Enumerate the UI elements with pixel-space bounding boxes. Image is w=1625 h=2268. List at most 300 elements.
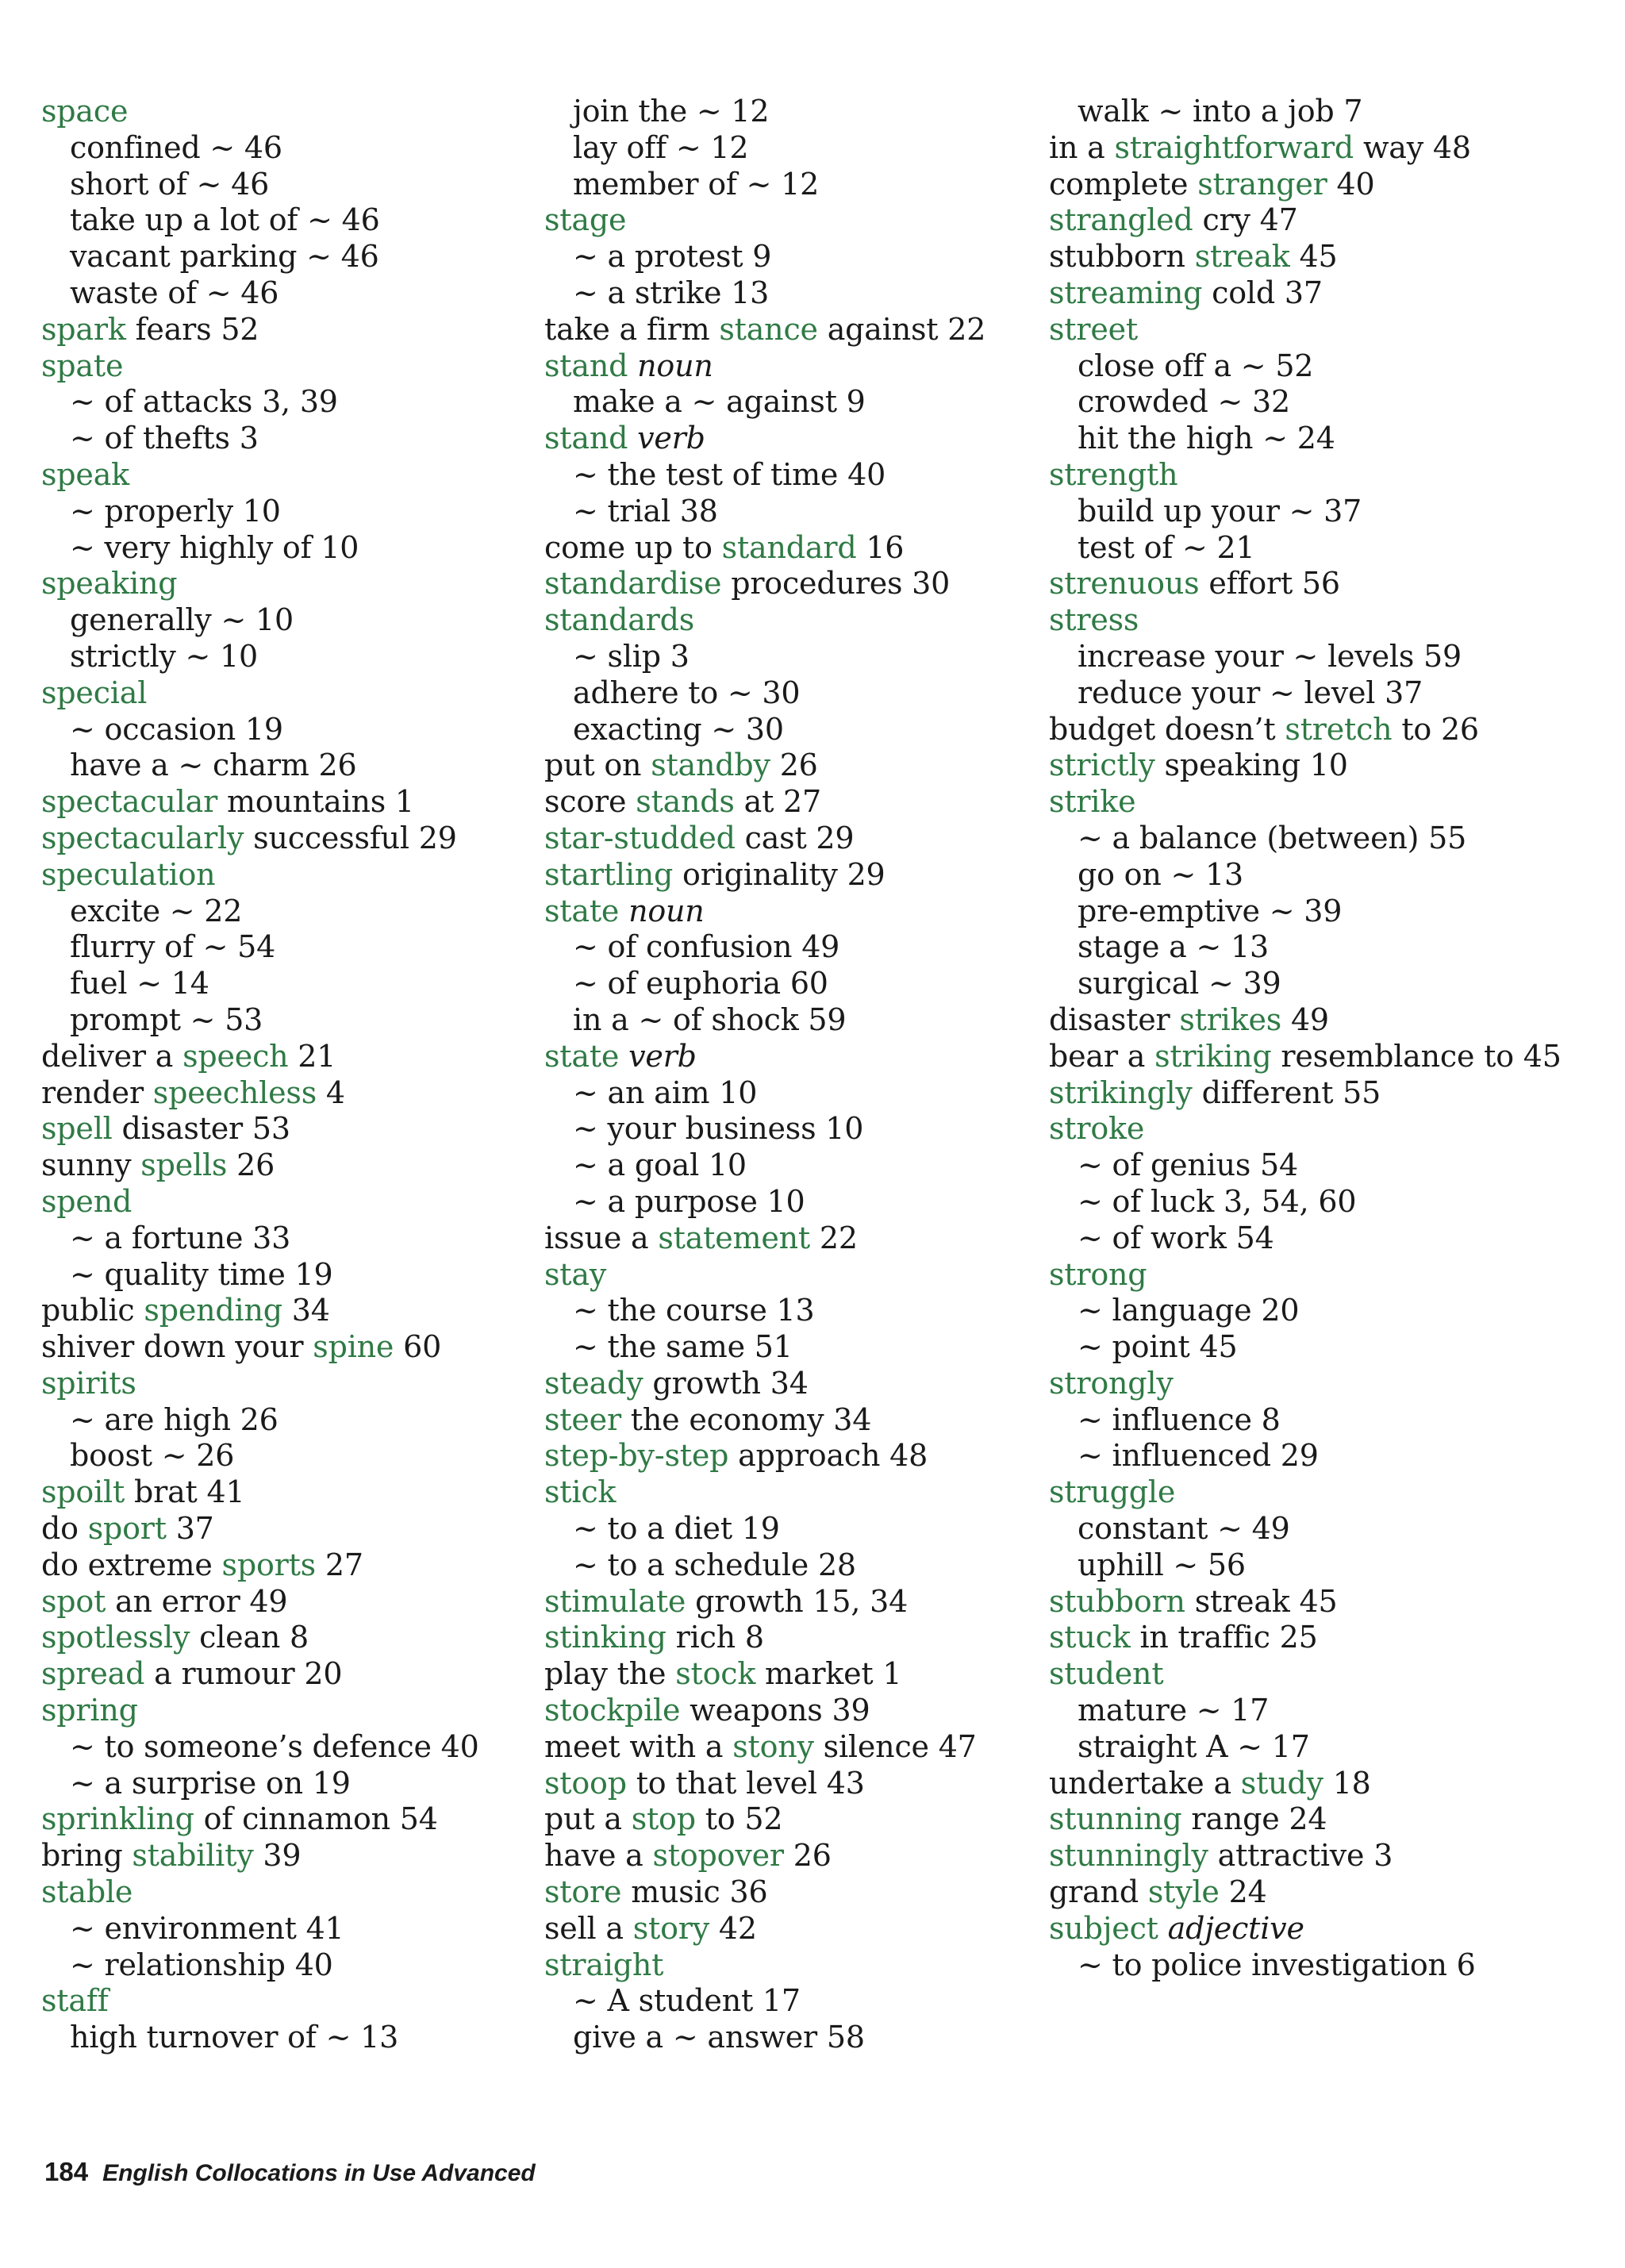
entry-text: ~ language 20: [1078, 1293, 1300, 1328]
entry-text: give a ~ answer 58: [573, 2020, 865, 2055]
headword: strength: [1049, 456, 1178, 492]
index-subentry: [544, 494, 1036, 530]
headword: style: [1147, 1874, 1220, 1910]
index-subentry: [41, 1911, 533, 1947]
entry-text: generally ~ 10: [70, 602, 294, 638]
entry-text: in traffic 25: [1130, 1620, 1318, 1655]
headword: straightforward: [1114, 129, 1354, 165]
entry-text: ~ the same 51: [573, 1329, 793, 1365]
index-entry: [1049, 1257, 1541, 1294]
entry-text: mountains 1: [217, 784, 414, 820]
index-entry: [41, 1620, 533, 1656]
entry-text: go on ~ 13: [1078, 856, 1243, 892]
part-of-speech: adjective: [1167, 1910, 1304, 1946]
entry-text: to 52: [695, 1801, 783, 1837]
headword: stands: [636, 784, 735, 820]
index-subentry: [41, 1402, 533, 1439]
entry-text: pre-emptive ~ 39: [1078, 893, 1343, 928]
headword: standardise: [544, 566, 722, 602]
headword: spells: [140, 1147, 228, 1183]
index-subentry: [41, 602, 533, 639]
entry-text: sell a: [544, 1910, 633, 1946]
headword: spot: [41, 1583, 106, 1619]
index-entry: [41, 1801, 533, 1838]
entry-text: constant ~ 49: [1078, 1511, 1290, 1547]
headword: space: [41, 94, 129, 129]
index-entry: [544, 1693, 1036, 1729]
headword: standby: [651, 748, 770, 783]
entry-text: bring: [41, 1838, 133, 1874]
entry-text: ~ of genius 54: [1078, 1147, 1298, 1183]
headword: stand: [544, 348, 628, 383]
index-entry: [1049, 1474, 1541, 1511]
index-subentry: [1049, 1947, 1541, 1984]
index-entry: [1049, 239, 1541, 275]
index-entry: [1049, 712, 1541, 748]
entry-text: complete: [1049, 166, 1198, 202]
entry-text: cry 47: [1193, 202, 1298, 238]
index-entry: [41, 1983, 533, 2020]
headword: stunningly: [1049, 1838, 1208, 1874]
index-entry: [544, 1039, 1036, 1075]
index-subentry: [1049, 1693, 1541, 1729]
entry-text: 34: [282, 1293, 330, 1328]
headword: speechless: [152, 1074, 317, 1110]
entry-text: exacting ~ 30: [573, 711, 784, 747]
headword: spoilt: [41, 1474, 125, 1510]
headword: stinking: [544, 1620, 667, 1655]
index-subentry: [41, 712, 533, 748]
entry-text: cold 37: [1202, 275, 1323, 310]
index-entry: [544, 1220, 1036, 1257]
headword: spine: [313, 1329, 394, 1365]
entry-text: walk ~ into a job 7: [1078, 94, 1363, 129]
index-entry: [544, 748, 1036, 784]
headword: spectacular: [41, 784, 218, 820]
index-entry: [1049, 202, 1541, 239]
entry-text: sunny: [41, 1147, 141, 1183]
index-subentry: [544, 1547, 1036, 1584]
index-entry: [544, 566, 1036, 602]
entry-text: ~ environment 41: [70, 1910, 344, 1946]
index-entry: [41, 1693, 533, 1729]
index-subentry: [544, 384, 1036, 421]
index-subentry: [1049, 1402, 1541, 1439]
entry-text: high turnover of ~ 13: [70, 2020, 399, 2055]
entry-text: ~ trial 38: [573, 493, 718, 529]
entry-text: speaking 10: [1154, 748, 1348, 783]
index-entry: [1049, 566, 1541, 602]
entry-text: ~ of euphoria 60: [573, 966, 828, 1001]
index-subentry: [544, 1329, 1036, 1366]
entry-text: render: [41, 1074, 153, 1110]
headword: sport: [87, 1511, 167, 1547]
headword: strangled: [1049, 202, 1193, 238]
index-subentry: [41, 384, 533, 421]
headword: sprinkling: [41, 1801, 194, 1837]
entry-text: of cinnamon 54: [194, 1801, 438, 1837]
index-subentry: [544, 675, 1036, 712]
entry-text: ~ quality time 19: [70, 1256, 333, 1292]
index-subentry: [41, 130, 533, 167]
index-entry: [1049, 1038, 1562, 1075]
index-subentry: [41, 2020, 533, 2056]
entry-text: adhere to ~ 30: [573, 675, 801, 710]
entry-text: play the: [544, 1656, 676, 1692]
index-column-3: [1049, 94, 1562, 1983]
entry-text: [1158, 1911, 1168, 1946]
entry-text: 26: [783, 1838, 832, 1874]
index-subentry: [544, 639, 1036, 675]
entry-text: ~ to police investigation 6: [1078, 1947, 1476, 1982]
entry-text: test of ~ 21: [1078, 529, 1255, 565]
entry-text: different 55: [1192, 1074, 1381, 1110]
headword: strictly: [1049, 748, 1155, 783]
index-subentry: [1049, 94, 1541, 130]
entry-text: 21: [288, 1038, 336, 1074]
headword: spate: [41, 348, 124, 383]
entry-text: close off a ~ 52: [1078, 348, 1314, 383]
headword: study: [1240, 1765, 1323, 1801]
headword: state: [544, 1038, 620, 1074]
headword: star-studded: [544, 820, 736, 855]
index-subentry: [544, 929, 1036, 966]
entry-text: have a: [544, 1838, 653, 1874]
entry-text: ~ to a schedule 28: [573, 1547, 856, 1582]
index-entry: [41, 1511, 533, 1547]
entry-text: deliver a: [41, 1038, 183, 1074]
headword: stop: [631, 1801, 696, 1837]
index-entry: [41, 1838, 533, 1874]
headword: spark: [41, 311, 126, 347]
entry-text: brat 41: [125, 1474, 245, 1510]
headword: stage: [544, 202, 627, 238]
index-entry: [544, 348, 1036, 385]
entry-text: ~ a fortune 33: [70, 1220, 291, 1255]
headword: speculation: [41, 856, 216, 892]
entry-text: grand: [1049, 1874, 1148, 1910]
index-subentry: [1049, 1438, 1541, 1474]
entry-text: ~ slip 3: [573, 638, 690, 674]
index-entry: [1049, 1366, 1541, 1402]
entry-text: join the ~ 12: [573, 94, 770, 129]
entry-text: ~ an aim 10: [573, 1074, 758, 1110]
entry-text: ~ are high 26: [70, 1401, 279, 1437]
index-subentry: [1049, 894, 1541, 930]
entry-text: [628, 348, 637, 383]
headword: stance: [719, 311, 818, 347]
index-entry: [1049, 1766, 1541, 1802]
headword: stockpile: [544, 1693, 681, 1728]
index-subentry: [1049, 929, 1541, 966]
index-entry: [1049, 748, 1541, 784]
index-entry: [1049, 312, 1541, 348]
index-entry: [544, 1911, 1036, 1947]
index-entry: [1049, 1911, 1541, 1947]
headword: step-by-step: [544, 1438, 729, 1474]
index-entry: [544, 602, 1036, 639]
index-subentry: [1049, 421, 1541, 457]
index-entry: [41, 1111, 533, 1147]
index-entry: [544, 1584, 1036, 1620]
headword: stick: [544, 1474, 617, 1510]
entry-text: market 1: [755, 1656, 902, 1692]
entry-text: crowded ~ 32: [1078, 384, 1290, 420]
entry-text: ~ occasion 19: [70, 711, 283, 747]
index-entry: [1049, 130, 1541, 167]
entry-text: reduce your ~ level 37: [1078, 675, 1423, 710]
index-subentry: [1049, 1729, 1541, 1766]
headword: stranger: [1197, 166, 1327, 202]
headword: stand: [544, 421, 628, 456]
headword: stony: [732, 1728, 814, 1764]
index-entry: [544, 1729, 1036, 1766]
index-entry: [41, 94, 533, 130]
index-subentry: [544, 1075, 1036, 1112]
entry-text: ~ of luck 3, 54, 60: [1078, 1183, 1357, 1219]
index-subentry: [41, 966, 533, 1002]
index-entry: [41, 457, 533, 494]
headword: spotlessly: [41, 1620, 190, 1655]
index-subentry: [544, 130, 1036, 167]
entry-text: fears 52: [125, 311, 259, 347]
index-subentry: [1049, 1547, 1541, 1584]
entry-text: ~ a protest 9: [573, 239, 772, 275]
index-entry: [544, 1874, 1036, 1911]
entry-text: ~ influence 8: [1078, 1401, 1281, 1437]
index-entry: [544, 1402, 1036, 1439]
entry-text: 45: [1289, 239, 1338, 275]
headword: student: [1049, 1656, 1164, 1692]
part-of-speech: noun: [628, 893, 705, 928]
index-entry: [544, 530, 1036, 567]
index-subentry: [41, 530, 533, 567]
entry-text: lay off ~ 12: [573, 129, 749, 165]
index-column-2: [544, 94, 1036, 2056]
entry-text: waste of ~ 46: [70, 275, 279, 310]
index-entry: [1049, 457, 1541, 494]
index-entry: [41, 1329, 533, 1366]
index-entry: [41, 784, 533, 821]
entry-text: [628, 421, 637, 456]
entry-text: excite ~ 22: [70, 893, 243, 928]
headword: stretch: [1285, 711, 1393, 747]
index-subentry: [544, 167, 1036, 203]
entry-text: shiver down your: [41, 1329, 313, 1365]
entry-text: meet with a: [544, 1728, 733, 1764]
entry-text: weapons 39: [680, 1693, 870, 1728]
headword: spirits: [41, 1365, 136, 1401]
headword: stunning: [1049, 1801, 1182, 1837]
headword: stable: [41, 1874, 133, 1910]
headword: stimulate: [544, 1583, 686, 1619]
entry-text: stage a ~ 13: [1078, 929, 1269, 965]
entry-text: attractive 3: [1208, 1838, 1393, 1874]
entry-text: ~ point 45: [1078, 1329, 1238, 1365]
index-subentry: [41, 239, 533, 275]
entry-text: an error 49: [106, 1583, 288, 1619]
entry-text: effort 56: [1199, 566, 1340, 602]
index-entry: [41, 1656, 533, 1693]
headword: strenuous: [1049, 566, 1200, 602]
index-entry: [41, 1184, 533, 1220]
index-subentry: [41, 639, 533, 675]
index-subentry: [1049, 384, 1541, 421]
entry-text: growth 15, 34: [686, 1583, 909, 1619]
headword: stay: [544, 1256, 607, 1292]
page-number: 184: [44, 2157, 89, 2186]
index-subentry: [544, 1111, 1036, 1147]
index-subentry: [544, 1147, 1036, 1184]
entry-text: at 27: [734, 784, 821, 820]
entry-text: originality 29: [673, 856, 885, 892]
entry-text: 49: [1281, 1001, 1329, 1037]
entry-text: ~ of attacks 3, 39: [70, 384, 338, 420]
entry-text: range 24: [1181, 1801, 1327, 1837]
part-of-speech: verb: [637, 421, 705, 456]
index-entry: [544, 784, 1036, 821]
entry-text: fuel ~ 14: [70, 966, 209, 1001]
entry-text: uphill ~ 56: [1078, 1547, 1246, 1582]
entry-text: 27: [315, 1547, 363, 1582]
headword: streak: [1194, 239, 1290, 275]
index-subentry: [41, 202, 533, 239]
entry-text: resemblance to 45: [1271, 1038, 1562, 1074]
index-entry: [1049, 1801, 1541, 1838]
entry-text: mature ~ 17: [1078, 1693, 1270, 1728]
index-subentry: [544, 1002, 1036, 1039]
index-entry: [41, 857, 533, 894]
index-entry: [1049, 1838, 1541, 1874]
entry-text: 40: [1327, 166, 1375, 202]
entry-text: put a: [544, 1801, 632, 1837]
index-entry: [41, 1293, 533, 1329]
index-entry: [1049, 1656, 1541, 1693]
index-entry: [1049, 1874, 1541, 1911]
entry-text: ~ the course 13: [573, 1293, 815, 1328]
headword: straight: [544, 1947, 664, 1982]
index-entry: [1049, 167, 1541, 203]
entry-text: [619, 1039, 628, 1074]
index-entry: [544, 894, 1036, 930]
entry-text: increase your ~ levels 59: [1078, 638, 1462, 674]
index-subentry: [41, 748, 533, 784]
headword: standards: [544, 602, 695, 638]
entry-text: clean 8: [190, 1620, 309, 1655]
index-subentry: [1049, 494, 1541, 530]
entry-text: ~ your business 10: [573, 1111, 864, 1147]
entry-text: ~ to someone’s defence 40: [70, 1728, 479, 1764]
index-entry: [1049, 784, 1541, 821]
entry-text: bear a: [1049, 1038, 1155, 1074]
index-subentry: [41, 1729, 533, 1766]
book-title: English Collocations in Use Advanced: [102, 2160, 536, 2186]
entry-text: strictly ~ 10: [70, 638, 259, 674]
entry-text: ~ the test of time 40: [573, 456, 886, 492]
headword: spending: [144, 1293, 282, 1328]
index-column-1: [41, 94, 533, 2056]
entry-text: ~ of thefts 3: [70, 421, 259, 456]
entry-text: [619, 894, 628, 928]
entry-text: surgical ~ 39: [1078, 966, 1281, 1001]
index-entry: [1049, 1620, 1541, 1656]
index-subentry: [41, 1220, 533, 1257]
index-subentry: [1049, 857, 1541, 894]
entry-text: boost ~ 26: [70, 1438, 235, 1474]
index-subentry: [1049, 1147, 1541, 1184]
entry-text: 4: [317, 1074, 345, 1110]
headword: spring: [41, 1693, 138, 1728]
index-entry: [544, 1620, 1036, 1656]
entry-text: undertake a: [1049, 1765, 1241, 1801]
headword: strikingly: [1049, 1074, 1193, 1110]
entry-text: vacant parking ~ 46: [70, 239, 379, 275]
headword: strike: [1049, 784, 1136, 820]
index-entry: [1049, 1111, 1541, 1147]
entry-text: ~ a strike 13: [573, 275, 770, 310]
entry-text: ~ a goal 10: [573, 1147, 747, 1183]
entry-text: growth 34: [643, 1365, 809, 1401]
index-entry: [544, 1474, 1036, 1511]
index-subentry: [1049, 675, 1541, 712]
entry-text: budget doesn’t: [1049, 711, 1285, 747]
entry-text: ~ properly 10: [70, 493, 281, 529]
headword: stoop: [544, 1765, 627, 1801]
entry-text: member of ~ 12: [573, 166, 820, 202]
index-subentry: [41, 1438, 533, 1474]
headword: subject: [1049, 1910, 1158, 1946]
entry-text: take up a lot of ~ 46: [70, 202, 380, 238]
entry-text: put on: [544, 748, 651, 783]
index-entry: [1049, 275, 1541, 312]
headword: street: [1049, 311, 1138, 347]
index-entry: [41, 1874, 533, 1911]
headword: stubborn: [1049, 1583, 1185, 1619]
index-subentry: [41, 421, 533, 457]
entry-text: in a: [1049, 129, 1115, 165]
entry-text: take a firm: [544, 311, 720, 347]
index-subentry: [544, 1293, 1036, 1329]
headword: stock: [675, 1656, 756, 1692]
entry-text: successful 29: [244, 820, 457, 855]
index-subentry: [544, 712, 1036, 748]
index-subentry: [1049, 1511, 1541, 1547]
entry-text: 26: [770, 748, 818, 783]
index-entry: [1049, 1584, 1541, 1620]
index-subentry: [41, 894, 533, 930]
index-subentry: [544, 239, 1036, 275]
entry-text: streak 45: [1185, 1583, 1338, 1619]
index-entry: [1049, 1002, 1541, 1039]
headword: statement: [658, 1220, 810, 1255]
index-subentry: [1049, 966, 1541, 1002]
entry-text: 26: [227, 1147, 275, 1183]
entry-text: disaster 53: [112, 1111, 290, 1147]
headword: story: [632, 1910, 710, 1946]
index-subentry: [1049, 1293, 1541, 1329]
entry-text: 39: [253, 1838, 302, 1874]
headword: spread: [41, 1656, 145, 1692]
index-subentry: [41, 1257, 533, 1294]
headword: struggle: [1049, 1474, 1176, 1510]
index-entry: [41, 1584, 533, 1620]
index-subentry: [544, 2020, 1036, 2056]
headword: steady: [544, 1365, 643, 1401]
index-entry: [544, 202, 1036, 239]
entry-text: way 48: [1354, 129, 1471, 165]
entry-text: do: [41, 1511, 88, 1547]
entry-text: 16: [856, 529, 905, 565]
